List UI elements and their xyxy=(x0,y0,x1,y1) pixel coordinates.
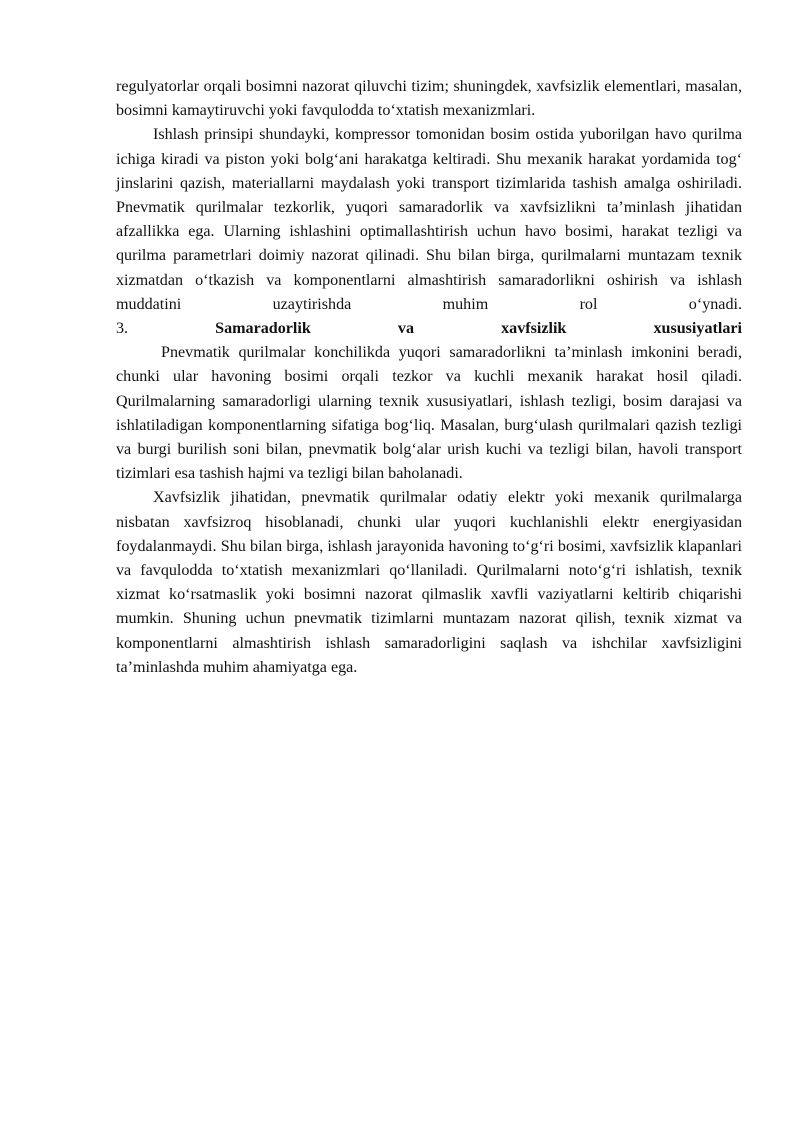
section-heading xyxy=(116,317,742,341)
section-heading-word: xususiyatlari xyxy=(653,320,742,338)
paragraph-continuation: regulyatorlar orqali bosimni nazorat qiluvchi tizim; shuningdek, xavfsizlik elementlari, masalan, bosimni kamaytiruvchi yoki favqulodda to‘xtatish mexanizmlari. xyxy=(116,78,742,120)
section-heading-word: xavfsizlik xyxy=(501,320,567,338)
document-page xyxy=(116,75,742,680)
section-heading-word: va xyxy=(397,320,415,338)
section-heading-word: Samaradorlik xyxy=(215,320,311,338)
paragraph-efficiency: Pnevmatik qurilmalar konchilikda yuqori samaradorlikni ta’minlash imkonini beradi, chunki ular havoning bosimi orqali tezkor va kuchli mexanik harakat hosil qiladi. Qurilmalarning samaradorligi ularning texnik xususiyatlari, ishlash tezligi, bosim darajasi va ishlatiladigan komponentlarning sifatiga bog‘liq. Masalan, burg‘ulash qurilmalari qazish tezligi va burgi burilish soni bilan, pnevmatik bolg‘alar urish kuchi va tezligi bilan, havoli transport tizimlari esa tashish hajmi va tezligi bilan baholanadi. xyxy=(116,344,742,483)
section-number: 3. xyxy=(116,320,129,338)
paragraph-working-principle: Ishlash prinsipi shundayki, kompressor tomonidan bosim ostida yuborilgan havo qurilma ichiga kiradi va piston yoki bolg‘ani harakatga keltiradi. Shu mexanik harakat yordamida tog‘ jinslarini qazish, materiallarni maydalash yoki transport tizimlarida tashish amalga oshiriladi. Pnevmatik qurilmalar tezkorlik, yuqori samaradorlik va xavfsizlikni ta’minlash jihatidan afzallikka ega. Ularning ishlashini optimallashtirish uchun havo bosimi, harakat tezligi va qurilma parametrlari doimiy nazorat qilinadi. Shu bilan birga, qurilmalarni muntazam texnik xizmatdan o‘tkazish va komponentlarni almashtirish samaradorlikni oshirish va ishlash muddatini uzaytirishda muhim rol o‘ynadi. xyxy=(116,126,742,313)
paragraph-safety: Xavfsizlik jihatidan, pnevmatik qurilmalar odatiy elektr yoki mexanik qurilmalarga nisbatan xavfsizroq hisoblanadi, chunki ular yuqori kuchlanishli elektr energiyasidan foydalanmaydi. Shu bilan birga, ishlash jarayonida havoning to‘g‘ri bosimi, xavfsizlik klapanlari va favqulodda to‘xtatish mexanizmlari qo‘llaniladi. Qurilmalarni noto‘g‘ri ishlatish, texnik xizmat ko‘rsatmaslik yoki bosimni nazorat qilmaslik xavfli vaziyatlarni keltirib chiqarishi mumkin. Shuning uchun pnevmatik tizimlarni muntazam nazorat qilish, texnik xizmat va komponentlarni almashtirish ishlash samaradorligini saqlash va ishchilar xavfsizligini ta’minlashda muhim ahamiyatga ega. xyxy=(116,489,742,676)
